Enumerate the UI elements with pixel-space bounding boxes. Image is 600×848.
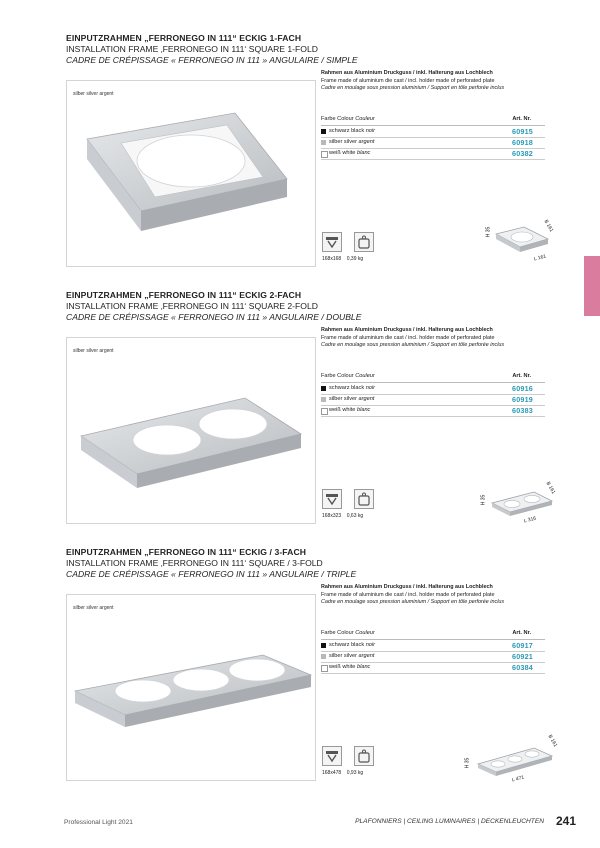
table-row [321,662,545,674]
colour-label: weiß white blanc [329,407,371,413]
spec-size: 168x478 [322,770,342,776]
art-number: 60916 [512,384,533,393]
colour-label: silber silver argent [329,396,375,402]
swatch-silver [321,140,326,145]
col-colour: Farbe Colour Couleur [321,116,375,122]
art-number: 60921 [512,652,533,661]
art-number: 60919 [512,395,533,404]
col-colour: Farbe Colour Couleur [321,373,375,379]
description [321,584,551,607]
photo-label: silber silver argent [73,348,114,354]
desc-fr: Cadre en moulage sous pression aluminium / Support en tôle perforée inclus [321,599,505,606]
title-en: INSTALLATION FRAME ‚FERRONEGO IN 111‘ SQUARE 2-FOLD [66,301,318,311]
product-photo [66,594,316,781]
col-colour: Farbe Colour Couleur [321,630,375,636]
col-art: Art. Nr. [512,373,531,379]
title-de: EINPUTZRAHMEN „FERRONEGO IN 111“ ECKIG 2-FACH [66,290,302,300]
product-section-2 [0,257,600,525]
colour-label: weiß white blanc [329,150,371,156]
colour-label: silber silver argent [329,653,375,659]
photo-label: silber silver argent [73,91,114,97]
product-photo [66,80,316,267]
title-de: EINPUTZRAHMEN „FERRONEGO IN 111“ ECKIG 1-FACH [66,33,302,43]
dim-l: L 471 [511,774,525,784]
desc-de: Rahmen aus Aluminium Druckguss / inkl. Halterung aus Lochblech [321,327,493,333]
desc-en: Frame made of aluminium die cast / incl. holder made of perforated plate [321,591,495,598]
footer-catalog-name: Professional Light 2021 [64,819,133,826]
title-fr: CADRE DE CRÉPISSAGE « FERRONEGO IN 111 » ANGULAIRE / TRIPLE [66,569,357,579]
colour-label: schwarz black noir [329,385,376,391]
col-art: Art. Nr. [512,630,531,636]
table-header [321,115,545,126]
dim-b: B 161 [544,480,557,496]
dim-h: H 35 [480,494,487,506]
art-number: 60382 [512,149,533,158]
spec-size: 168x323 [322,513,342,519]
frame-1-image [67,81,315,266]
swatch-black [321,643,326,648]
table-header [321,372,545,383]
dim-l: L 316 [523,515,537,525]
swatch-white [321,151,328,158]
desc-en: Frame made of aluminium die cast / incl. holder made of perforated plate [321,77,495,84]
desc-en: Frame made of aluminium die cast / incl. holder made of perforated plate [321,334,495,341]
mounting-icon [322,489,342,509]
dim-l: L 161 [533,253,547,263]
dimension-drawing [464,732,560,786]
weight-icon [354,489,374,509]
colour-label: silber silver argent [329,139,375,145]
description [321,70,551,93]
title-en: INSTALLATION FRAME ‚FERRONEGO IN 111‘ SQUARE 1-FOLD [66,44,318,54]
art-number: 60384 [512,663,533,672]
art-number: 60917 [512,641,533,650]
swatch-black [321,129,326,134]
art-number: 60383 [512,406,533,415]
art-number: 60918 [512,138,533,147]
colour-label: weiß white blanc [329,664,371,670]
mounting-icon [322,232,342,252]
spec-weight: 0,39 kg [346,256,364,262]
spec-weight: 0,63 kg [346,513,364,519]
spec-size: 168x168 [322,256,342,262]
spec-values [322,770,363,776]
weight-icon [354,232,374,252]
page-number: 241 [556,814,577,828]
dim-b: B 161 [546,733,559,749]
colour-label: schwarz black noir [329,128,376,134]
swatch-black [321,386,326,391]
desc-fr: Cadre en moulage sous pression aluminium / Support en tôle perforée inclus [321,85,505,92]
product-section-1 [0,0,600,263]
desc-fr: Cadre en moulage sous pression aluminium / Support en tôle perforée inclus [321,342,505,349]
chapter-tab [584,256,600,316]
footer-category: PLAFONNIERS | CEILING LUMINAIRES | DECKENLEUCHTEN [355,818,544,825]
dim-h: H 35 [464,757,471,769]
desc-de: Rahmen aus Aluminium Druckguss / inkl. Halterung aus Lochblech [321,584,493,590]
description [321,327,551,350]
frame-2-image [67,338,315,523]
art-number: 60915 [512,127,533,136]
colour-label: schwarz black noir [329,642,376,648]
swatch-silver [321,654,326,659]
mounting-icon [322,746,342,766]
frame-3-image [67,595,315,780]
desc-de: Rahmen aus Aluminium Druckguss / inkl. Halterung aus Lochblech [321,70,493,76]
swatch-silver [321,397,326,402]
dim-b: B 161 [542,218,555,234]
table-header [321,629,545,640]
dim-h: H 35 [485,226,492,238]
swatch-white [321,665,328,672]
weight-icon [354,746,374,766]
product-section-3 [0,514,600,784]
photo-label: silber silver argent [73,605,114,611]
table-row [321,148,545,160]
spec-weight: 0,93 kg [346,770,364,776]
title-de: EINPUTZRAHMEN „FERRONEGO IN 111“ ECKIG / 3-FACH [66,547,307,557]
swatch-white [321,408,328,415]
title-fr: CADRE DE CRÉPISSAGE « FERRONEGO IN 111 » ANGULAIRE / SIMPLE [66,55,358,65]
col-art: Art. Nr. [512,116,531,122]
title-fr: CADRE DE CRÉPISSAGE « FERRONEGO IN 111 » ANGULAIRE / DOUBLE [66,312,362,322]
product-photo [66,337,316,524]
table-row [321,405,545,417]
title-en: INSTALLATION FRAME ‚FERRONEGO IN 111‘ SQUARE / 3-FOLD [66,558,323,568]
